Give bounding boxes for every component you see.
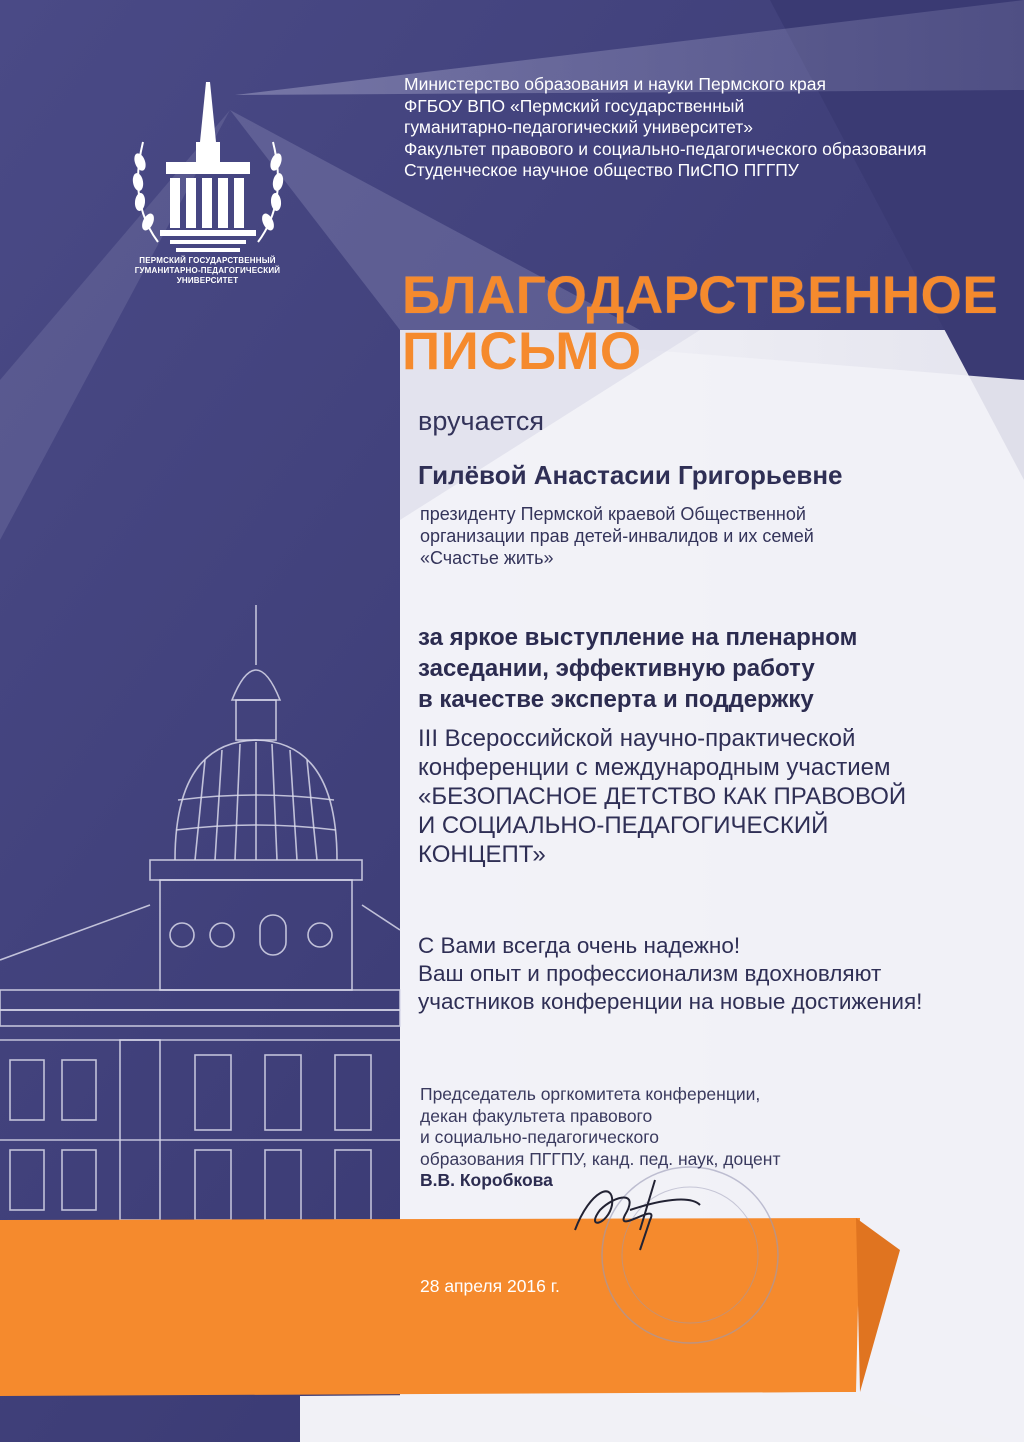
signer-block [420, 1084, 1020, 1192]
header-line: гуманитарно-педагогический университет» [404, 117, 753, 137]
conference-line: КОНЦЕПТ» [418, 841, 546, 868]
signer-line: образования ПГГПУ, канд. пед. наук, доцент [420, 1148, 781, 1169]
conference-line: конференции с международным участием [418, 754, 891, 781]
recipient-role [420, 503, 980, 569]
wishes-line: Ваш опыт и профессионализм вдохновляют [418, 961, 882, 986]
orange-ribbon [0, 1218, 860, 1396]
header-line: Студенческое научное общество ПиСПО ПГГПУ [404, 160, 799, 180]
signer-name: В.В. Коробкова [420, 1170, 553, 1190]
wishes-line: С Вами всегда очень надежно! [418, 933, 741, 958]
header-line: ФГБОУ ВПО «Пермский государственный [404, 95, 745, 116]
signer-line: и социально-педагогического [420, 1127, 659, 1147]
conference-line: «БЕЗОПАСНОЕ ДЕТСТВО КАК ПРАВОВОЙ [418, 783, 907, 810]
reason-line: за яркое выступление на пленарном [418, 624, 858, 651]
role-line: президенту Пермской краевой Общественной [420, 504, 806, 524]
recipient-name: Гилёвой Анастасии Григорьевне [418, 460, 843, 490]
award-reason [418, 622, 998, 715]
reason-line: в качестве эксперта и поддержку [418, 686, 814, 713]
wishes-line: участников конференции на новые достижения! [418, 989, 923, 1014]
document-title [402, 268, 1022, 380]
role-line: организации прав детей-инвалидов и их семей [420, 526, 814, 546]
caption-line: ПЕРМСКИЙ ГОСУДАРСТВЕННЫЙ [139, 256, 276, 265]
reason-line: заседании, эффективную работу [418, 655, 815, 682]
header-line: Факультет правового и социально-педагогического образования [404, 138, 927, 159]
conference-line: И СОЦИАЛЬНО-ПЕДАГОГИЧЕСКИЙ [418, 812, 829, 839]
role-line: «Счастье жить» [420, 548, 554, 568]
presented-label: вручается [418, 406, 544, 436]
conference-name [418, 724, 1018, 869]
wishes-text [418, 932, 1018, 1016]
title-line: БЛАГОДАРСТВЕННОЕ [402, 266, 999, 325]
caption-line: УНИВЕРСИТЕТ [176, 276, 239, 285]
header-line: Министерство образования и науки Пермского края [404, 74, 826, 94]
issue-date: 28 апреля 2016 г. [420, 1276, 560, 1296]
conference-line: III Всероссийской научно-практической [418, 725, 856, 752]
title-line: ПИСЬМО [402, 322, 642, 381]
signer-line: Председатель оргкомитета конференции, [420, 1084, 761, 1104]
university-name-caption [100, 256, 315, 286]
issuer-header [404, 74, 1004, 182]
signer-line: декан факультета правового [420, 1105, 653, 1126]
caption-line: ГУМАНИТАРНО-ПЕДАГОГИЧЕСКИЙ [134, 266, 281, 275]
